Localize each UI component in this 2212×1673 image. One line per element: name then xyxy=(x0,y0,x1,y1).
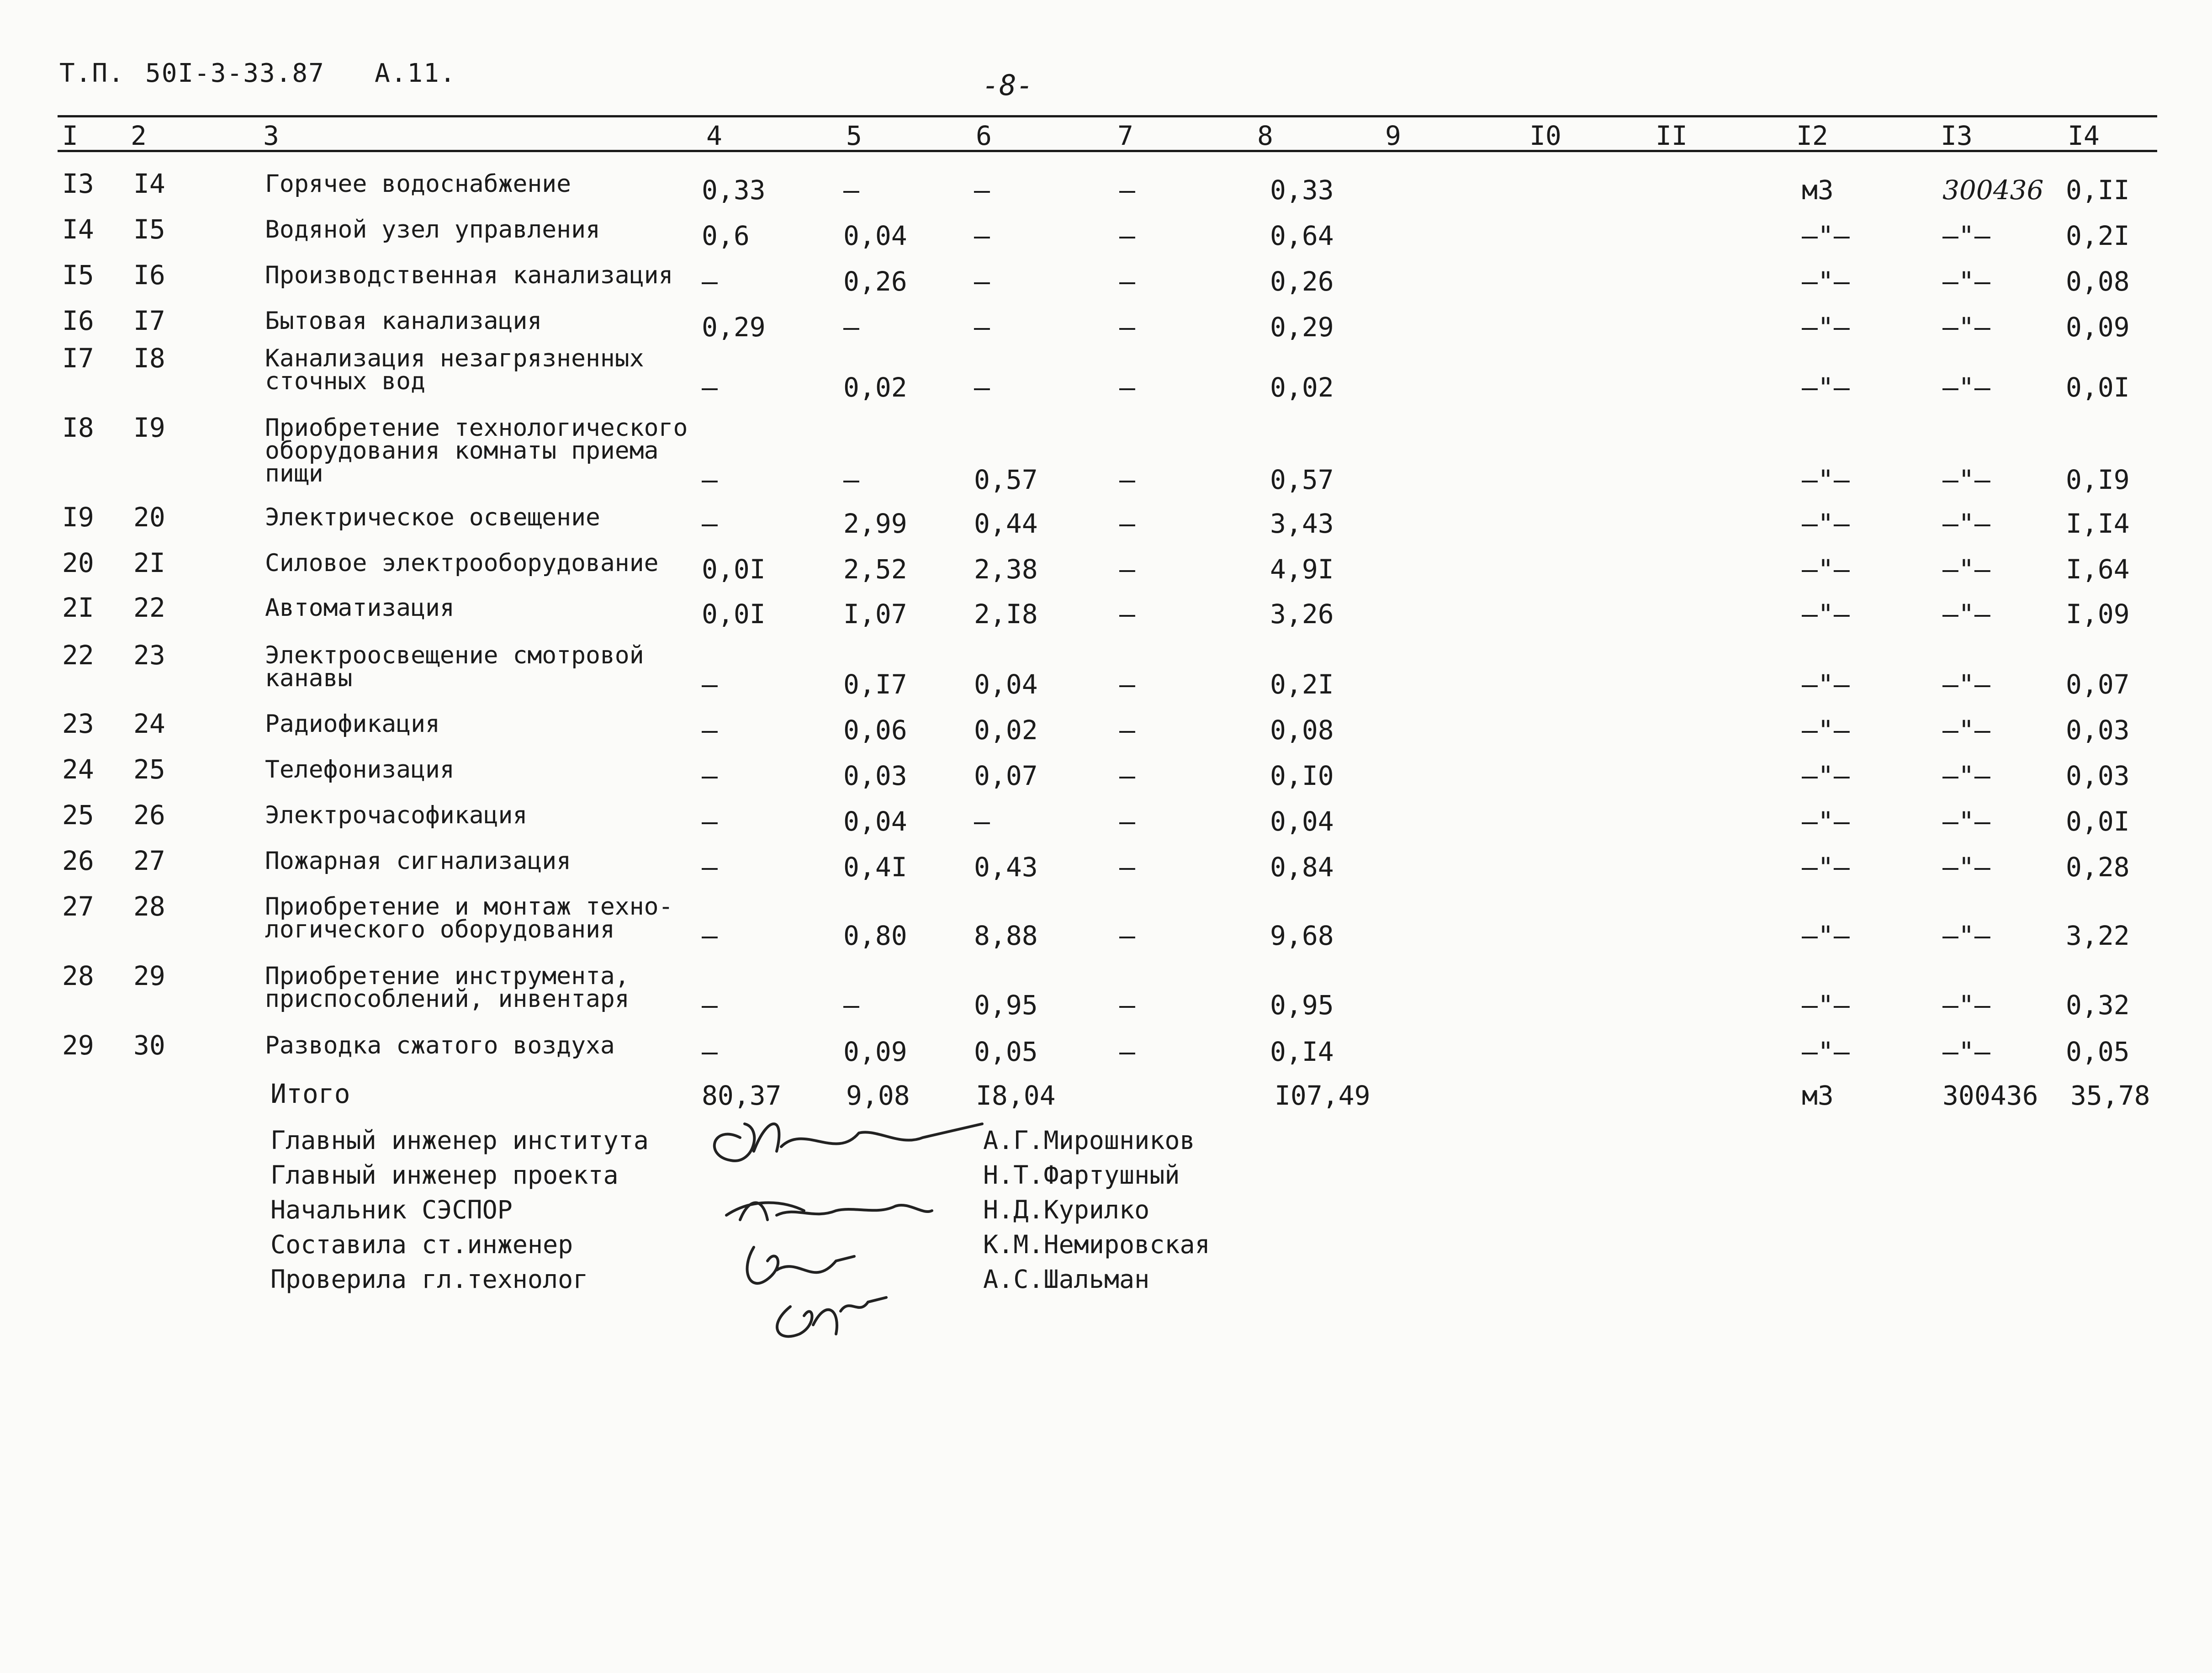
row-number: 26 xyxy=(62,845,94,876)
cell-c5: I,07 xyxy=(843,598,907,630)
cell-c13: –"– xyxy=(1942,598,1990,630)
cell-c4: – xyxy=(702,920,718,951)
cell-c12: –"– xyxy=(1802,508,1850,539)
cell-c8: 0,29 xyxy=(1270,312,1334,343)
cell-c13: 300436 xyxy=(1942,175,2044,206)
row-number: 29 xyxy=(62,1030,94,1061)
row-ref: 27 xyxy=(133,845,165,876)
cell-c14: 0,07 xyxy=(2066,669,2130,700)
signature-role: Главный инженер института xyxy=(270,1126,649,1155)
cell-c13: –"– xyxy=(1942,990,1990,1021)
cell-c7: – xyxy=(1119,990,1135,1021)
total-col5: 9,08 xyxy=(846,1080,910,1111)
table-top-rule xyxy=(58,115,2157,117)
total-col14: 35,78 xyxy=(2070,1080,2150,1111)
signature-name: Н.Т.Фартушный xyxy=(983,1160,1180,1190)
cell-c5: 0,02 xyxy=(843,372,907,403)
signature-role: Составила ст.инженер xyxy=(270,1230,573,1259)
cell-c5: 0,4I xyxy=(843,852,907,883)
cell-c12: –"– xyxy=(1802,852,1850,883)
cell-c8: 0,I4 xyxy=(1270,1036,1334,1067)
cell-c14: I,09 xyxy=(2066,598,2130,630)
total-col4: 80,37 xyxy=(702,1080,782,1111)
column-header: I4 xyxy=(2068,120,2100,151)
cell-c4: – xyxy=(702,990,718,1021)
cell-c8: 0,08 xyxy=(1270,715,1334,746)
cell-c5: 2,99 xyxy=(843,508,907,539)
row-number: 27 xyxy=(62,891,94,922)
cell-c13: –"– xyxy=(1942,669,1990,700)
cell-c12: –"– xyxy=(1802,990,1850,1021)
cell-c13: –"– xyxy=(1942,266,1990,297)
cell-c12: –"– xyxy=(1802,554,1850,585)
cell-c6: 0,02 xyxy=(974,715,1038,746)
row-name: Пожарная сигнализация xyxy=(265,847,572,875)
cell-c12: –"– xyxy=(1802,920,1850,951)
cell-c6: – xyxy=(974,220,990,251)
cell-c5: 0,06 xyxy=(843,715,907,746)
cell-c6: 2,38 xyxy=(974,554,1038,585)
cell-c5: 0,26 xyxy=(843,266,907,297)
cell-c8: 0,02 xyxy=(1270,372,1334,403)
row-name: Электроосвещение смотровой канавы xyxy=(265,641,644,692)
row-number: I9 xyxy=(62,502,94,533)
row-ref: 26 xyxy=(133,799,165,831)
cell-c7: – xyxy=(1119,266,1135,297)
column-header: 2 xyxy=(131,120,147,151)
row-number: 24 xyxy=(62,754,94,785)
total-col6: I8,04 xyxy=(976,1080,1056,1111)
row-number: 28 xyxy=(62,960,94,991)
column-header: 9 xyxy=(1385,120,1401,151)
row-ref: 30 xyxy=(133,1030,165,1061)
signature-name: А.Г.Мирошников xyxy=(983,1126,1195,1155)
column-header: I3 xyxy=(1941,120,1973,151)
cell-c14: 0,09 xyxy=(2066,312,2130,343)
column-header: 8 xyxy=(1257,120,1273,151)
row-name: Радиофикация xyxy=(265,710,440,738)
row-name: Телефонизация xyxy=(265,756,455,784)
cell-c7: – xyxy=(1119,464,1135,495)
column-header: I xyxy=(62,120,78,151)
table-header-rule xyxy=(58,150,2157,152)
signature-role: Главный инженер проекта xyxy=(270,1160,619,1190)
row-ref: 2I xyxy=(133,547,165,578)
row-number: I3 xyxy=(62,168,94,199)
cell-c6: 0,07 xyxy=(974,760,1038,791)
cell-c7: – xyxy=(1119,920,1135,951)
cell-c8: 9,68 xyxy=(1270,920,1334,951)
cell-c14: 0,03 xyxy=(2066,715,2130,746)
cell-c8: 0,I0 xyxy=(1270,760,1334,791)
cell-c12: –"– xyxy=(1802,669,1850,700)
cell-c5: – xyxy=(843,990,859,1021)
row-name: Силовое электрооборудование xyxy=(265,549,659,577)
total-col12: м3 xyxy=(1802,1080,1834,1111)
row-name: Горячее водоснабжение xyxy=(265,170,572,198)
row-name: Электрочасофикация xyxy=(265,801,528,829)
cell-c13: –"– xyxy=(1942,715,1990,746)
cell-c8: 0,84 xyxy=(1270,852,1334,883)
row-number: I6 xyxy=(62,305,94,336)
cell-c6: 8,88 xyxy=(974,920,1038,951)
row-ref: I4 xyxy=(133,168,165,199)
cell-c13: –"– xyxy=(1942,852,1990,883)
row-ref: I9 xyxy=(133,412,165,443)
cell-c8: 4,9I xyxy=(1270,554,1334,585)
cell-c7: – xyxy=(1119,598,1135,630)
cell-c14: 0,0I xyxy=(2066,372,2130,403)
row-ref: 24 xyxy=(133,708,165,739)
cell-c7: – xyxy=(1119,806,1135,837)
cell-c5: – xyxy=(843,312,859,343)
cell-c4: – xyxy=(702,852,718,883)
cell-c8: 0,2I xyxy=(1270,669,1334,700)
cell-c4: 0,33 xyxy=(702,175,766,206)
cell-c5: 0,04 xyxy=(843,806,907,837)
cell-c14: I,64 xyxy=(2066,554,2130,585)
cell-c14: I,I4 xyxy=(2066,508,2130,539)
cell-c5: 0,80 xyxy=(843,920,907,951)
cell-c12: –"– xyxy=(1802,598,1850,630)
cell-c12: –"– xyxy=(1802,464,1850,495)
row-ref: 25 xyxy=(133,754,165,785)
cell-c7: – xyxy=(1119,669,1135,700)
cell-c5: 2,52 xyxy=(843,554,907,585)
cell-c14: 0,2I xyxy=(2066,220,2130,251)
row-ref: 22 xyxy=(133,592,165,623)
project-number: 50I-3-33.87 xyxy=(145,58,325,88)
cell-c14: 0,03 xyxy=(2066,760,2130,791)
row-name: Приобретение технологического оборудования комнаты приема пищи xyxy=(265,414,688,487)
cell-c5: 0,09 xyxy=(843,1036,907,1067)
row-number: I4 xyxy=(62,214,94,245)
cell-c4: – xyxy=(702,806,718,837)
row-number: I5 xyxy=(62,259,94,291)
column-header: 7 xyxy=(1117,120,1133,151)
album-number: А.11. xyxy=(375,58,456,88)
row-ref: I7 xyxy=(133,305,165,336)
cell-c13: –"– xyxy=(1942,806,1990,837)
cell-c7: – xyxy=(1119,372,1135,403)
cell-c6: – xyxy=(974,266,990,297)
cell-c7: – xyxy=(1119,715,1135,746)
cell-c7: – xyxy=(1119,508,1135,539)
row-number: 25 xyxy=(62,799,94,831)
row-ref: 28 xyxy=(133,891,165,922)
cell-c7: – xyxy=(1119,760,1135,791)
cell-c6: – xyxy=(974,175,990,206)
total-label: Итого xyxy=(270,1078,350,1109)
cell-c13: –"– xyxy=(1942,508,1990,539)
cell-c13: –"– xyxy=(1942,1036,1990,1067)
signature-name: Н.Д.Курилко xyxy=(983,1195,1150,1224)
row-name: Водяной узел управления xyxy=(265,216,600,244)
cell-c12: –"– xyxy=(1802,220,1850,251)
cell-c12: –"– xyxy=(1802,715,1850,746)
cell-c4: – xyxy=(702,372,718,403)
cell-c13: –"– xyxy=(1942,920,1990,951)
cell-c7: – xyxy=(1119,175,1135,206)
row-number: 20 xyxy=(62,547,94,578)
cell-c8: 0,64 xyxy=(1270,220,1334,251)
row-number: 22 xyxy=(62,640,94,671)
column-header: 3 xyxy=(263,120,279,151)
cell-c14: 0,08 xyxy=(2066,266,2130,297)
column-header: II xyxy=(1656,120,1688,151)
cell-c5: – xyxy=(843,464,859,495)
cell-c6: 0,57 xyxy=(974,464,1038,495)
cell-c8: 0,57 xyxy=(1270,464,1334,495)
cell-c4: – xyxy=(702,464,718,495)
cell-c5: 0,04 xyxy=(843,220,907,251)
cell-c12: м3 xyxy=(1802,175,1834,206)
cell-c8: 3,26 xyxy=(1270,598,1334,630)
cell-c6: – xyxy=(974,312,990,343)
cell-c12: –"– xyxy=(1802,312,1850,343)
handwritten-signatures-image xyxy=(685,1096,996,1352)
cell-c4: 0,6 xyxy=(702,220,750,251)
row-ref: I5 xyxy=(133,214,165,245)
cell-c7: – xyxy=(1119,312,1135,343)
row-name: Разводка сжатого воздуха xyxy=(265,1032,615,1059)
cell-c6: 0,04 xyxy=(974,669,1038,700)
cell-c6: – xyxy=(974,372,990,403)
row-ref: 29 xyxy=(133,960,165,991)
cell-c8: 3,43 xyxy=(1270,508,1334,539)
row-name: Электрическое освещение xyxy=(265,503,600,531)
cell-c8: 0,33 xyxy=(1270,175,1334,206)
row-name: Производственная канализация xyxy=(265,261,673,289)
cell-c12: –"– xyxy=(1802,760,1850,791)
column-header: I2 xyxy=(1796,120,1828,151)
cell-c13: –"– xyxy=(1942,464,1990,495)
row-ref: 23 xyxy=(133,640,165,671)
row-number: I8 xyxy=(62,412,94,443)
cell-c5: – xyxy=(843,175,859,206)
row-number: I7 xyxy=(62,343,94,374)
cell-c14: 0,32 xyxy=(2066,990,2130,1021)
cell-c8: 0,04 xyxy=(1270,806,1334,837)
cell-c7: – xyxy=(1119,852,1135,883)
cell-c14: 0,05 xyxy=(2066,1036,2130,1067)
row-name: Бытовая канализация xyxy=(265,307,542,335)
cell-c14: 0,I9 xyxy=(2066,464,2130,495)
cell-c12: –"– xyxy=(1802,266,1850,297)
cell-c4: 0,0I xyxy=(702,554,766,585)
column-header: I0 xyxy=(1529,120,1561,151)
row-ref: I6 xyxy=(133,259,165,291)
cell-c6: – xyxy=(974,806,990,837)
cell-c13: –"– xyxy=(1942,220,1990,251)
cell-c5: 0,03 xyxy=(843,760,907,791)
row-name: Автоматизация xyxy=(265,594,455,622)
column-header: 6 xyxy=(976,120,992,151)
cell-c4: 0,0I xyxy=(702,598,766,630)
cell-c14: 0,0I xyxy=(2066,806,2130,837)
cell-c13: –"– xyxy=(1942,760,1990,791)
column-header: 5 xyxy=(846,120,862,151)
row-number: 23 xyxy=(62,708,94,739)
row-name: Канализация незагрязненных сточных вод xyxy=(265,344,644,395)
cell-c4: 0,29 xyxy=(702,312,766,343)
cell-c7: – xyxy=(1119,220,1135,251)
cell-c13: –"– xyxy=(1942,554,1990,585)
cell-c12: –"– xyxy=(1802,806,1850,837)
row-number: 2I xyxy=(62,592,94,623)
cell-c6: 0,43 xyxy=(974,852,1038,883)
signature-role: Проверила гл.технолог xyxy=(270,1265,588,1294)
cell-c4: – xyxy=(702,1036,718,1067)
cell-c13: –"– xyxy=(1942,312,1990,343)
cell-c6: 0,95 xyxy=(974,990,1038,1021)
cell-c14: 3,22 xyxy=(2066,920,2130,951)
cell-c14: 0,28 xyxy=(2066,852,2130,883)
cell-c12: –"– xyxy=(1802,1036,1850,1067)
page-number: -8- xyxy=(982,69,1033,102)
cell-c6: 0,05 xyxy=(974,1036,1038,1067)
cell-c8: 0,95 xyxy=(1270,990,1334,1021)
cell-c12: –"– xyxy=(1802,372,1850,403)
cell-c4: – xyxy=(702,508,718,539)
cell-c6: 2,I8 xyxy=(974,598,1038,630)
cell-c7: – xyxy=(1119,1036,1135,1067)
cell-c4: – xyxy=(702,715,718,746)
total-col13: 300436 xyxy=(1942,1080,2038,1111)
signature-name: А.С.Шальман xyxy=(983,1265,1150,1294)
cell-c7: – xyxy=(1119,554,1135,585)
cell-c6: 0,44 xyxy=(974,508,1038,539)
cell-c4: – xyxy=(702,669,718,700)
cell-c13: –"– xyxy=(1942,372,1990,403)
total-col8: I07,49 xyxy=(1275,1080,1371,1111)
column-header: 4 xyxy=(706,120,722,151)
cell-c4: – xyxy=(702,760,718,791)
cell-c14: 0,II xyxy=(2066,175,2130,206)
row-name: Приобретение инструмента, приспособлений, инвентаря xyxy=(265,962,630,1013)
cell-c8: 0,26 xyxy=(1270,266,1334,297)
doc-code: Т.П. xyxy=(59,58,125,88)
signature-name: К.М.Немировская xyxy=(983,1230,1210,1259)
row-ref: I8 xyxy=(133,343,165,374)
cell-c4: – xyxy=(702,266,718,297)
row-ref: 20 xyxy=(133,502,165,533)
cell-c5: 0,I7 xyxy=(843,669,907,700)
row-name: Приобретение и монтаж техно- логического оборудования xyxy=(265,893,673,943)
signature-role: Начальник СЭСПОР xyxy=(270,1195,513,1224)
